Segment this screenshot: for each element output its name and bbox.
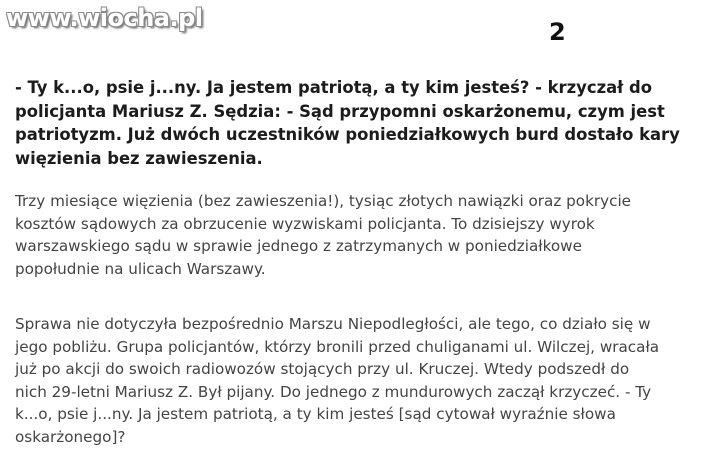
page-number: 2 xyxy=(549,18,566,46)
article-paragraph: Sprawa nie dotyczyła bezpośrednio Marszu Niepodległości, ale tego, co działo się w jego pobliżu. Grupa policjantów, którzy bronili przed chuliganami ul. Wilczej, wracała już po akcji do swoich radiowozów stojących przy ul. Kruczej. Wtedy podszedł do nich 29-letni Mariusz Z. Był pijany. Do jednego z mundurowych zaczął krzyczeć. - Ty k...o, psie j...ny. Ja jestem patriotą, a ty kim jesteś [sąd cytował wyraźnie słowa oskarżonego]? xyxy=(15,315,660,446)
article-lead: - Ty k...o, psie j...ny. Ja jestem patriotą, a ty kim jesteś? - krzyczał do policjanta Mariusz Z. Sędzia: - Sąd przypomni oskarżonemu, czym jest patriotyzm. Już dwóch uczestników poniedziałkowych burd dostało kary więzienia bez zawieszenia. xyxy=(15,78,680,168)
site-watermark: www.wiocha.pl xyxy=(6,4,203,32)
article-paragraph: Trzy miesiące więzienia (bez zawieszenia!), tysiąc złotych nawiązki oraz pokrycie kosztów sądowych za obrzucenie wyzwiskami policjanta. To dzisiejszy wyrok warszawskiego sądu w sprawie jednego z zatrzymanych w poniedziałkowe popołudnie na ulicach Warszawy. xyxy=(15,192,632,278)
